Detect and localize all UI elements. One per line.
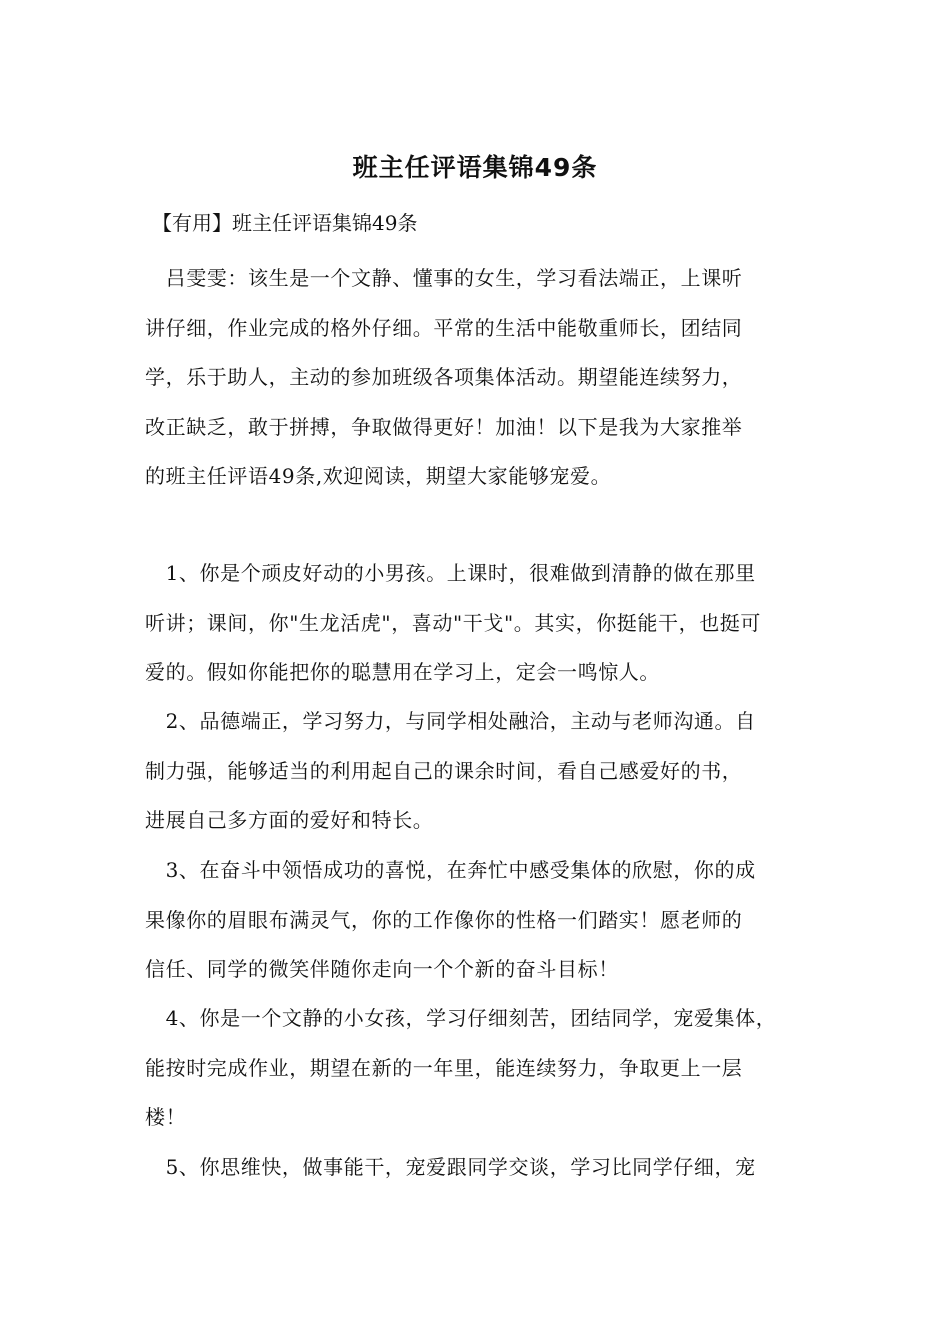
intro-line: 讲仔细，作业完成的格外仔细。平常的生活中能敬重师长，团结同 bbox=[145, 315, 743, 340]
comment-line: 1、你是个顽皮好动的小男孩。上课时，很难做到清静的做在那里 bbox=[145, 561, 756, 585]
comment-item-2 bbox=[145, 697, 807, 846]
comment-line: 楼！ bbox=[145, 1105, 187, 1129]
comment-line: 3、在奋斗中领悟成功的喜悦，在奔忙中感受集体的欣慰，你的成 bbox=[145, 858, 756, 882]
comment-line: 果像你的眉眼布满灵气，你的工作像你的性格一们踏实！愿老师的 bbox=[145, 907, 743, 932]
comment-item-5 bbox=[145, 1143, 807, 1193]
comment-line: 爱的。假如你能把你的聪慧用在学习上，定会一鸣惊人。 bbox=[145, 660, 660, 684]
comment-item-1 bbox=[145, 549, 807, 698]
comment-line: 4、你是一个文静的小女孩，学习仔细刻苦，团结同学，宠爱集体， bbox=[145, 1006, 777, 1030]
comment-line: 能按时完成作业，期望在新的一年里，能连续努力，争取更上一层 bbox=[145, 1055, 743, 1080]
comment-line: 5、你思维快，做事能干，宠爱跟同学交谈，学习比同学仔细，宠 bbox=[145, 1155, 756, 1179]
comment-line: 进展自己多方面的爱好和特长。 bbox=[145, 808, 434, 832]
intro-line: 的班主任评语49条,欢迎阅读，期望大家能够宠爱。 bbox=[145, 464, 612, 488]
intro-line: 改正缺乏，敢于拼搏，争取做得更好！加油！以下是我为大家推举 bbox=[145, 414, 743, 439]
intro-line: 吕雯雯：该生是一个文静、懂事的女生，学习看法端正，上课听 bbox=[145, 266, 743, 290]
document-subtitle: 【有用】班主任评语集锦49条 bbox=[152, 211, 418, 235]
comment-item-3 bbox=[145, 846, 807, 995]
comment-line: 2、品德端正，学习努力，与同学相处融洽，主动与老师沟通。自 bbox=[145, 709, 756, 733]
intro-paragraph bbox=[145, 254, 807, 502]
document-title: 班主任评语集锦49条 bbox=[352, 153, 598, 182]
comment-line: 信任、同学的微笑伴随你走向一个个新的奋斗目标！ bbox=[145, 957, 619, 981]
intro-line: 学，乐于助人，主动的参加班级各项集体活动。期望能连续努力， bbox=[145, 365, 743, 389]
comment-line: 制力强，能够适当的利用起自己的课余时间，看自己感爱好的书， bbox=[145, 758, 743, 783]
comment-line: 听讲；课间，你"生龙活虎"，喜动"干戈"。其实，你挺能干，也挺可 bbox=[145, 610, 761, 635]
comment-item-4 bbox=[145, 994, 807, 1143]
